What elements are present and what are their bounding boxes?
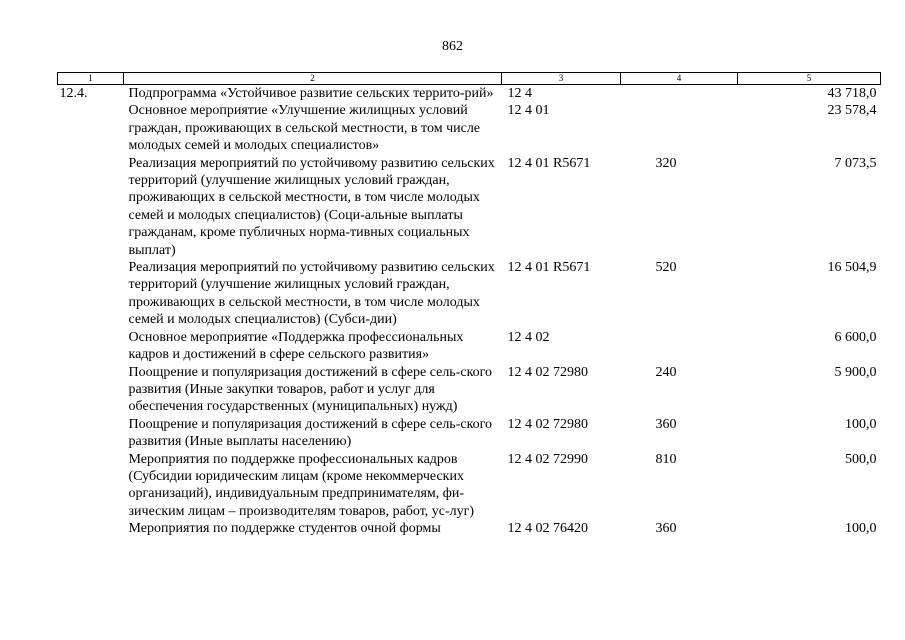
row-name: Мероприятия по поддержке профессиональных кадров (Субсидии юридическим лицам (кроме некоммерческих организаций), индивидуальным предпринимателям, фи-зическим лицам – производителям товаров, работ, ус-луг) <box>128 451 475 519</box>
row-number <box>58 520 124 537</box>
row-code: 12 4 02 72980 <box>507 416 588 432</box>
table-row <box>58 451 881 521</box>
row-sum: 5 900,0 <box>834 364 877 380</box>
table-row <box>58 102 881 154</box>
row-expense-type: 360 <box>655 416 677 432</box>
column-header-1: 1 <box>58 73 124 85</box>
row-number <box>58 364 124 416</box>
row-sum: 16 504,9 <box>827 260 877 276</box>
column-number-row <box>58 73 881 85</box>
column-header-2: 2 <box>124 73 502 85</box>
row-code: 12 4 02 72990 <box>507 451 588 467</box>
row-code: 12 4 02 <box>507 329 550 345</box>
budget-table <box>57 72 881 538</box>
row-number: 12.4. <box>59 86 88 101</box>
row-expense-type: 320 <box>655 155 677 171</box>
row-name: Подпрограмма «Устойчивое развитие сельских террито-рий» <box>128 86 494 101</box>
row-expense-type: 360 <box>655 521 677 537</box>
row-code: 12 4 01 R5671 <box>507 155 591 171</box>
row-sum: 100,0 <box>845 521 877 537</box>
row-name: Основное мероприятие «Улучшение жилищных условий граждан, проживающих в сельской местности, в том числе молодых семей и молодых специалистов» <box>128 103 481 154</box>
row-expense-type: 520 <box>655 260 677 276</box>
row-number <box>58 451 124 521</box>
table-row <box>58 364 881 416</box>
row-sum: 6 600,0 <box>834 329 877 345</box>
row-expense-type <box>621 329 738 364</box>
row-sum: 500,0 <box>845 451 877 467</box>
column-header-3: 3 <box>502 73 621 85</box>
row-expense-type <box>621 102 738 154</box>
row-number <box>58 155 124 259</box>
row-name: Мероприятия по поддержке студентов очной формы <box>128 521 441 537</box>
row-name: Реализация мероприятий по устойчивому развитию сельских территорий (улучшение жилищных условий граждан, проживающих в сельской местности, в том числе молодых семей и молодых специалистов) (Субси-дии) <box>128 260 495 328</box>
row-code: 12 4 01 <box>507 103 550 119</box>
table-row <box>58 85 881 103</box>
row-code: 12 4 01 R5671 <box>507 260 591 276</box>
row-name: Поощрение и популяризация достижений в сфере сель-ского развития (Иные закупки товаров, работ и услуг для обеспечения государственных (муниципальных) нужд) <box>128 364 493 415</box>
row-number <box>58 329 124 364</box>
row-expense-type: 810 <box>655 451 677 467</box>
page-number: 862 <box>442 39 463 54</box>
row-name: Поощрение и популяризация достижений в сфере сель-ского развития (Иные выплаты населению) <box>128 416 493 450</box>
row-sum: 23 578,4 <box>827 103 877 119</box>
row-code: 12 4 02 72980 <box>507 364 588 380</box>
row-expense-type <box>621 85 738 103</box>
row-sum: 100,0 <box>845 416 877 432</box>
column-header-5: 5 <box>738 73 881 85</box>
table-row <box>58 329 881 364</box>
row-code: 12 4 02 76420 <box>507 521 588 537</box>
row-name: Основное мероприятие «Поддержка профессиональных кадров и достижений в сфере сельского развития» <box>128 329 464 363</box>
table-row <box>58 155 881 259</box>
row-expense-type: 240 <box>655 364 677 380</box>
table-row <box>58 259 881 329</box>
row-code: 12 4 <box>507 86 532 101</box>
row-number <box>58 102 124 154</box>
row-number <box>58 416 124 451</box>
row-number <box>58 259 124 329</box>
row-sum: 43 718,0 <box>827 86 877 101</box>
table-row <box>58 520 881 537</box>
row-name: Реализация мероприятий по устойчивому развитию сельских территорий (улучшение жилищных условий граждан, проживающих в сельской местности, в том числе молодых семей и молодых специалистов) (Соци-альные выплаты гражданам, кроме публичных норма-тивных социальных выплат) <box>128 155 495 258</box>
column-header-4: 4 <box>621 73 738 85</box>
row-sum: 7 073,5 <box>834 155 877 171</box>
table-row <box>58 416 881 451</box>
